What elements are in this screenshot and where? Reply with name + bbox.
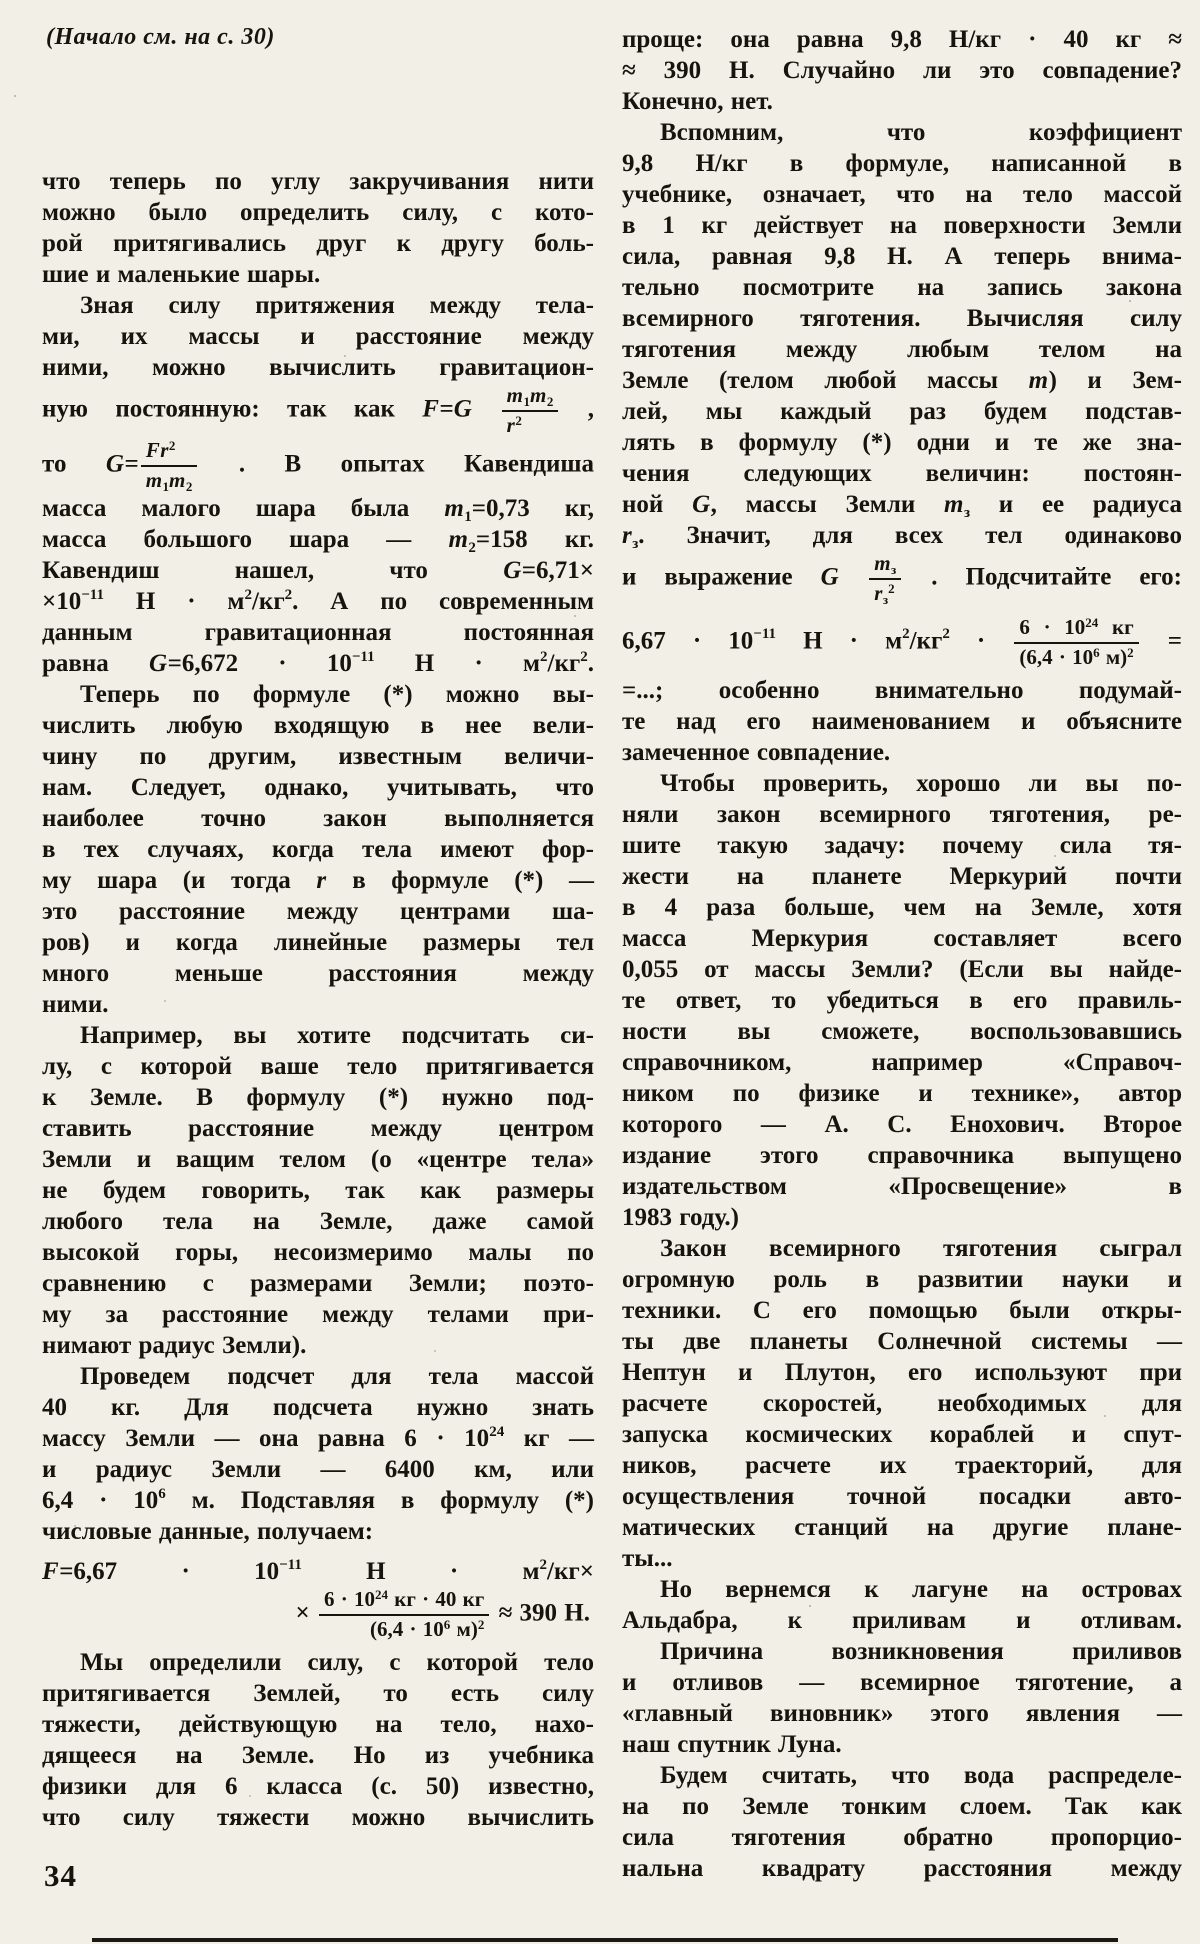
subscript: з xyxy=(632,536,639,552)
fraction-denominator xyxy=(502,412,559,438)
text-line: наиболее точно закон выполняется xyxy=(42,805,594,833)
fraction xyxy=(869,552,901,605)
text-line: Альдабра, к приливам и отливам. xyxy=(622,1607,1182,1635)
text-line: Земле (телом любой массы m) и Зем- xyxy=(622,367,1182,394)
math-variable: r xyxy=(160,438,169,463)
text-line: чения следующих величин: постоян- xyxy=(622,460,1182,487)
paragraph xyxy=(622,1636,1182,1760)
text-line: что силу тяжести можно вычислить xyxy=(42,1804,594,1832)
text-line: издательством «Просвещение» в xyxy=(622,1173,1182,1201)
text-line: в тех случаях, когда тела имеют фор- xyxy=(42,836,594,864)
paragraph xyxy=(42,1647,594,1833)
subscript: з xyxy=(891,562,897,577)
text-line: ми, их массы и расстояние между xyxy=(42,323,594,350)
math-variable: m xyxy=(530,383,547,407)
text-line: запуска космических кораблей и спут- xyxy=(622,1421,1182,1449)
right-text-column xyxy=(622,24,1182,1884)
math-variable: m xyxy=(874,551,892,575)
math-variable: r xyxy=(316,867,327,895)
text-line: ≈ 390 Н. Случайно ли это совпадение? xyxy=(622,57,1182,84)
display-formula xyxy=(622,615,1182,670)
text-line: $6,4 \cdot 10^6$ м. Подставляя в формулу (*) xyxy=(42,1486,594,1515)
text-line: «главный виновник» этого явления — xyxy=(622,1700,1182,1728)
text-line: те над его наименованием и объясните xyxy=(622,708,1182,736)
text-line: притягивается Землей, то есть силу xyxy=(42,1680,594,1708)
fraction-numerator: $6 \cdot 10^{24}$ кг · 40 кг xyxy=(319,1588,489,1616)
superscript: −11 xyxy=(81,587,104,604)
text-line: всемирного тяготения. Вычисляя силу xyxy=(622,305,1182,332)
text-line: массу Земли — она равна $6 \cdot 10^{24}$ кг — xyxy=(42,1424,594,1453)
text-line: нальна квадрату расстояния между xyxy=(622,1855,1182,1883)
display-formula xyxy=(42,1556,594,1642)
fraction-numerator: $6 \cdot 10^{24}$ кг xyxy=(1014,616,1138,644)
superscript: 6 xyxy=(1093,644,1100,660)
text-line: расчете скоростей, необходимых для xyxy=(622,1390,1182,1418)
text-line: тяготения между любым телом на xyxy=(622,336,1182,363)
paragraph xyxy=(622,24,1182,117)
text-line: дящееся на Земле. Но из учебника xyxy=(42,1742,594,1770)
text-line: масса Меркурия составляет всего xyxy=(622,925,1182,953)
math-variable: m xyxy=(169,467,186,492)
text-line: ров) и когда линейные размеры тел xyxy=(42,929,594,957)
paragraph xyxy=(42,1361,594,1547)
text-line: жести на планете Меркурий почти xyxy=(622,863,1182,891)
text-line: осуществления точной посадки авто- xyxy=(622,1483,1182,1511)
superscript: 2 xyxy=(477,1616,485,1632)
text-line: лу, с которой ваше тело притягивается xyxy=(42,1053,594,1081)
text-line: × $\frac{6 \cdot 10^{24} кг \cdot 40 кг}{(6,4 \cdot 10^6 м)^2}$ ≈ 390 Н. xyxy=(295,1587,590,1641)
text-line: 0,055 от массы Земли? (Если вы найде- xyxy=(622,956,1182,984)
math-variable: m xyxy=(444,495,465,523)
text-line: масса большого шара — $m_2=158$ кг. xyxy=(42,526,595,557)
paragraph xyxy=(622,1233,1182,1574)
math-variable: m xyxy=(506,383,524,407)
text-line: ты... xyxy=(622,1545,673,1573)
paragraph xyxy=(42,290,594,679)
text-line: которого — А. С. Енохович. Второе xyxy=(622,1111,1182,1139)
text-line: му шара (и тогда r в формуле (*) — xyxy=(42,867,594,895)
math-variable: m xyxy=(145,467,163,492)
subscript: 2 xyxy=(185,478,193,494)
text-line: и отливов — всемирное тяготение, а xyxy=(622,1669,1182,1697)
superscript: 2 xyxy=(284,587,293,604)
text-line: ставить расстояние между центром xyxy=(42,1115,594,1143)
text-line: $r_з$. Значит, для всех тел одинаково xyxy=(622,522,1182,552)
text-line: Закон всемирного тяготения сыграл xyxy=(660,1235,1182,1263)
math-variable: G xyxy=(105,450,125,478)
text-line: физики для 6 класса (с. 50) известно, xyxy=(42,1773,594,1801)
fraction-numerator xyxy=(869,552,901,580)
fraction xyxy=(141,439,198,492)
fraction-denominator: ($6,4 \cdot 10^6$ м)$^2$ xyxy=(1019,644,1134,669)
text-line: справочником, например «Справоч- xyxy=(622,1049,1182,1077)
superscript: 2 xyxy=(539,1557,548,1574)
text-line: Но вернемся к лагуне на островах xyxy=(660,1576,1182,1604)
text-line: $F=6,67 \cdot 10^{-11}$ $Н \cdot м^2/кг\times$ xyxy=(42,1557,594,1586)
superscript: 2 xyxy=(244,587,252,604)
paragraph xyxy=(42,679,594,1020)
text-line: что теперь по углу закручивания нити xyxy=(42,168,594,195)
math-variable: F xyxy=(42,1558,60,1586)
fraction-numerator xyxy=(502,384,559,412)
text-line: лять в формулу (*) одни и те же зна- xyxy=(622,429,1182,456)
text-line: много меньше расстояния между xyxy=(42,960,594,988)
text-line: шите такую задачу: почему сила тя- xyxy=(622,832,1182,860)
text-line: сравнению с размерами Земли; поэто- xyxy=(42,1270,594,1298)
text-line: ними, можно вычислить гравитацион- xyxy=(42,354,594,381)
text-line: лей, мы каждый раз будем подстав- xyxy=(622,398,1182,425)
text-line: ников, расчете их траекторий, для xyxy=(622,1452,1182,1480)
superscript: 24 xyxy=(1085,615,1099,631)
text-line: 9,8 Н/кг в формуле, написанной в xyxy=(622,150,1182,177)
fraction xyxy=(502,384,559,437)
text-line: Чтобы проверить, хорошо ли вы по- xyxy=(660,770,1182,798)
text-line: в 1 кг действует на поверхности Земли xyxy=(622,212,1182,239)
text-line: $6,67 \cdot 10^{-11}$ $Н \cdot м^2/кг^2$ · $\frac{6 \cdot 10^{24} кг}{(6,4 \cdot 10^6 м)^2}$ = xyxy=(622,615,1182,669)
superscript: −11 xyxy=(351,649,375,666)
text-line: не будем говорить, так как размеры xyxy=(42,1177,594,1205)
math-variable: r xyxy=(622,522,633,549)
math-variable: G xyxy=(503,557,522,585)
superscript: 2 xyxy=(580,649,588,666)
text-line: учебнике, означает, что на тело массой xyxy=(622,181,1182,208)
text-line: техники. С его помощью были откры- xyxy=(622,1297,1182,1325)
text-line: числить любую входящую в нее вели- xyxy=(42,712,594,740)
superscript: 24 xyxy=(489,1424,505,1441)
text-line: Мы определили силу, с которой тело xyxy=(80,1649,594,1677)
paragraph xyxy=(622,768,1182,1233)
bottom-edge-rule xyxy=(92,1938,1118,1942)
fraction-denominator xyxy=(869,580,901,606)
text-line: тельно посмотрите на запись закона xyxy=(622,274,1182,301)
math-variable: r xyxy=(506,412,516,437)
subscript: 1 xyxy=(162,478,170,494)
superscript: 2 xyxy=(902,626,910,643)
text-line: замеченное совпадение. xyxy=(622,739,891,767)
superscript: 6 xyxy=(158,1486,166,1503)
superscript: 2 xyxy=(515,412,522,428)
superscript: 2 xyxy=(942,626,950,643)
math-variable: m xyxy=(1028,367,1049,394)
paragraph xyxy=(622,117,1182,606)
text-line: масса малого шара была $m_1=0,73$ кг, xyxy=(42,495,595,526)
paragraph xyxy=(42,1020,594,1361)
subscript: з xyxy=(882,591,889,607)
subscript: з xyxy=(963,505,970,521)
text-line: на по Земле тонким слоем. Так как xyxy=(622,1793,1182,1821)
text-line: Вспомним, что коэффициент xyxy=(660,119,1182,146)
text-line: можно было определить силу, с кото- xyxy=(42,199,594,226)
text-line: $\times 10^{-11}$ $Н \cdot м^2/кг^2$. А по современным xyxy=(42,587,595,616)
text-line: те ответ, то убедиться в его правиль- xyxy=(622,987,1182,1015)
superscript: 2 xyxy=(1127,644,1134,660)
math-variable: F xyxy=(145,438,161,463)
text-line: ной G, массы Земли $m_з$ и ее радиуса xyxy=(622,491,1182,521)
math-variable: m xyxy=(448,526,469,554)
text-line: и выражение G $\frac{m_з}{r_з^2}$ . Подсчитайте его: xyxy=(622,551,1182,607)
paragraph xyxy=(622,1760,1182,1884)
text-line: шие и маленькие шары. xyxy=(42,261,321,288)
math-variable: G xyxy=(820,563,840,591)
subscript: 1 xyxy=(523,394,531,409)
paragraph xyxy=(622,675,1182,768)
math-variable: G xyxy=(149,650,168,678)
text-line: издание этого справочника выпущено xyxy=(622,1142,1182,1170)
text-line: няли закон всемирного тяготения, ре- xyxy=(622,801,1182,829)
superscript: 2 xyxy=(168,438,176,454)
subscript: 1 xyxy=(464,509,472,526)
math-variable: F xyxy=(422,395,440,423)
text-line: рой притягивались друг к другу боль- xyxy=(42,230,594,257)
text-line: это расстояние между центрами ша- xyxy=(42,898,594,926)
text-line: Теперь по формуле (*) можно вы- xyxy=(80,681,594,709)
text-line: нимают радиус Земли). xyxy=(42,1332,307,1360)
math-variable: G xyxy=(453,395,473,423)
text-line: тяжести, действующую на тело, нахо- xyxy=(42,1711,594,1739)
text-line: к Земле. В формулу (*) нужно под- xyxy=(42,1084,594,1112)
fraction-denominator: ($6,4 \cdot 10^6$ м)$^2$ xyxy=(370,1616,485,1641)
text-line: матических станций на другие плане- xyxy=(622,1514,1182,1542)
text-line: высокой горы, несоизмеримо малы по xyxy=(42,1239,594,1267)
text-line: Нептун и Плутон, его используют при xyxy=(622,1359,1182,1387)
text-line: му за расстояние между телами при- xyxy=(42,1301,594,1329)
page-number: 34 xyxy=(44,1858,77,1893)
text-line: Например, вы хотите подсчитать си- xyxy=(80,1022,594,1050)
text-line: любого тела на Земле, даже самой xyxy=(42,1208,594,1236)
text-line: и радиус Земли — 6400 км, или xyxy=(42,1456,594,1484)
text-line: наш спутник Луна. xyxy=(622,1731,842,1759)
text-line: Кавендиш нашел, что G=6,71× xyxy=(42,557,594,585)
superscript: −11 xyxy=(279,1557,302,1574)
text-line: огромную роль в развитии науки и xyxy=(622,1266,1182,1294)
text-line: сила тяготения обратно пропорцио- xyxy=(622,1824,1182,1852)
fraction-denominator xyxy=(141,467,198,493)
text-line: чину по другим, известным величи- xyxy=(42,743,594,771)
text-line: ты две планеты Солнечной системы — xyxy=(622,1328,1182,1356)
text-line: 40 кг. Для подсчета нужно знать xyxy=(42,1394,594,1422)
text-line: равна $G=6,672 \cdot 10^{-11}$ $Н \cdot м^2/кг^2$. xyxy=(42,649,594,678)
text-line: то G= $\frac{Fr^2}{m_1m_2}$ . В опытах Кавендиша xyxy=(42,438,595,494)
text-line: сила, равная 9,8 Н. А теперь внима- xyxy=(622,243,1182,270)
superscript: 2 xyxy=(540,649,548,666)
text-line: ную постоянную: так как F=G $\frac{m_1m_2}{r^2}$ , xyxy=(42,383,595,437)
math-variable: m xyxy=(944,491,964,518)
text-line: 1983 году.) xyxy=(622,1204,739,1232)
subscript: 2 xyxy=(468,540,476,557)
text-line: числовые данные, получаем: xyxy=(42,1518,374,1546)
left-text-column xyxy=(42,166,594,1833)
text-line: в 4 раза больше, чем на Земле, хотя xyxy=(622,894,1182,922)
fraction xyxy=(1014,616,1138,669)
math-variable: G xyxy=(692,491,711,518)
text-line: Земли и ващим телом (о «центре тела» xyxy=(42,1146,594,1174)
subscript: 2 xyxy=(546,394,554,409)
text-line: =...; особенно внимательно подумай- xyxy=(622,677,1182,705)
superscript: 24 xyxy=(375,1587,389,1603)
superscript: 2 xyxy=(888,580,895,596)
text-line: ними. xyxy=(42,991,109,1019)
math-variable: r xyxy=(874,580,883,605)
superscript: 6 xyxy=(443,1616,451,1632)
superscript: −11 xyxy=(753,626,777,643)
paragraph xyxy=(622,1574,1182,1636)
continuation-note: (Начало см. на с. 30) xyxy=(46,24,275,50)
text-line: Будем считать, что вода распределе- xyxy=(660,1762,1182,1790)
text-line: данным гравитационная постоянная xyxy=(42,619,594,647)
text-line: нам. Следует, однако, учитывать, что xyxy=(42,774,594,802)
text-line: ником по физике и технике», автор xyxy=(622,1080,1182,1108)
text-line: Проведем подсчет для тела массой xyxy=(80,1363,594,1391)
text-line: ности вы сможете, воспользовавшись xyxy=(622,1018,1182,1046)
paragraph xyxy=(42,166,594,290)
text-line: Причина возникновения приливов xyxy=(660,1638,1182,1666)
text-line: Конечно, нет. xyxy=(622,88,773,115)
text-line: проще: она равна 9,8 Н/кг · 40 кг ≈ xyxy=(622,26,1182,53)
text-line: Зная силу притяжения между тела- xyxy=(80,292,594,319)
fraction xyxy=(319,1588,489,1641)
fraction-numerator xyxy=(141,439,198,467)
